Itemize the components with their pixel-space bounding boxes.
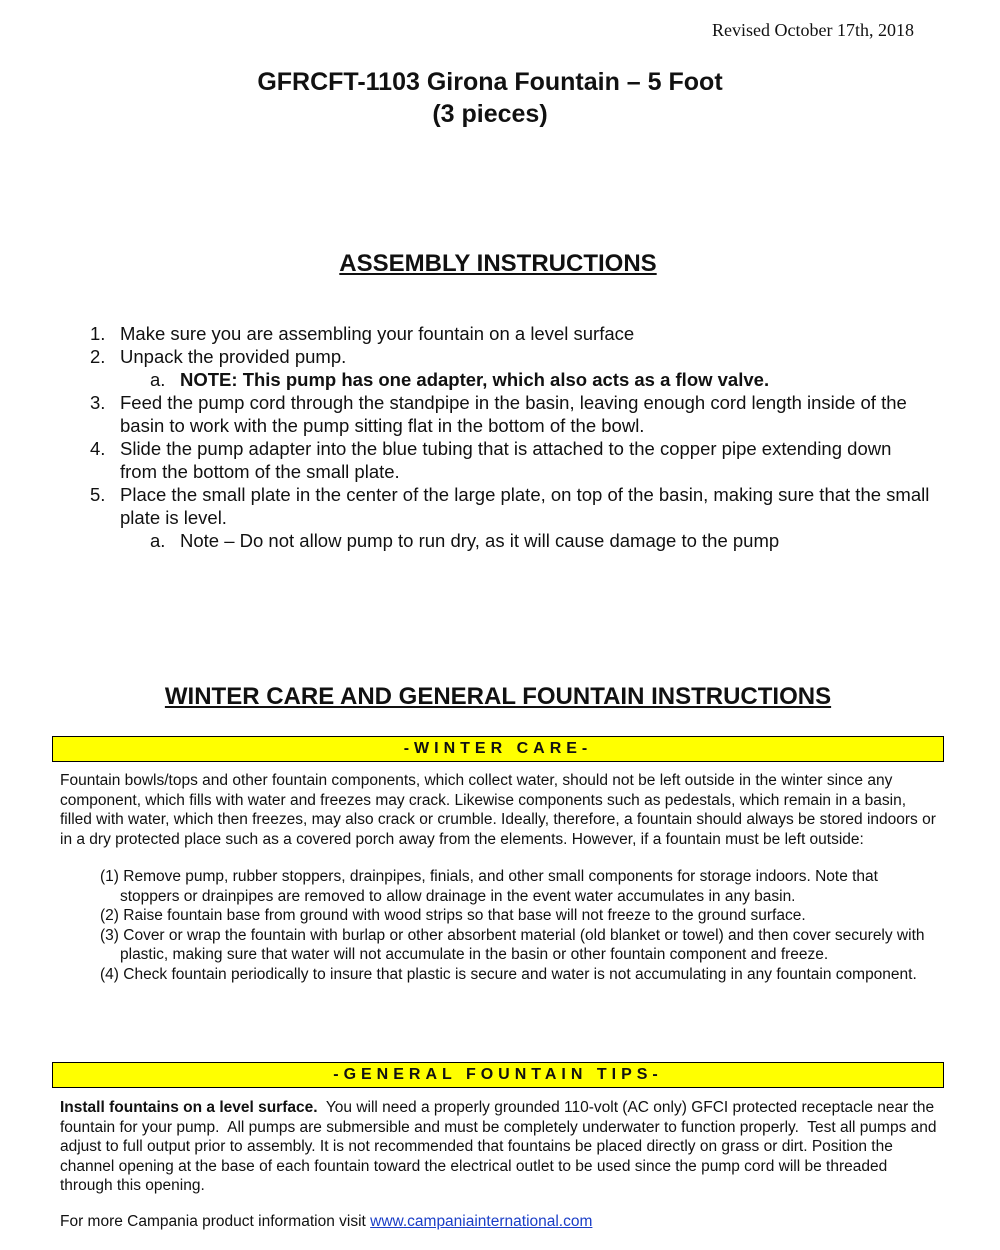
winter-item-4: (4) Check fountain periodically to insure that plastic is secure and water is not accumulating in any fountain component. [100, 965, 917, 983]
title-line-1: GFRCFT-1103 Girona Fountain – 5 Foot [257, 68, 723, 96]
revision-date: Revised October 17th, 2018 [712, 20, 914, 40]
winter-care-list [100, 867, 940, 984]
step-5: 5. Place the small plate in the center of the large plate, on top of the basin, making sure that the small plate is level. [90, 484, 930, 528]
tips-lead: Install fountains on a level surface. [60, 1099, 318, 1116]
footer-text: For more Campania product information visit [60, 1213, 371, 1230]
step-1: 1. Make sure you are assembling your fountain on a level surface [90, 323, 635, 344]
step-5-note: a. Note – Do not allow pump to run dry, as it will cause damage to the pump [150, 530, 780, 551]
winter-care-intro: Fountain bowls/tops and other fountain components, which collect water, should not be left outside in the winter since any component, which fills with water and freezes may crack. Likewise components such as pedestals, which remain in a basin, filled with water, which then freezes, may also crack or crumble. Ideally, therefore, a fountain should always be stored indoors or in a dry protected place such as a covered porch away from the elements. However, if a fountain must be left outside: [60, 772, 936, 848]
assembly-heading: ASSEMBLY INSTRUCTIONS [339, 250, 657, 277]
campania-website-link[interactable]: www.campaniainternational.com [370, 1213, 593, 1230]
general-tips-text [60, 1098, 940, 1196]
step-4: 4. Slide the pump adapter into the blue tubing that is attached to the copper pipe extending down from the bottom of the small plate. [90, 438, 892, 482]
step-2: 2. Unpack the provided pump. [90, 346, 347, 367]
tips-body: You will need a properly grounded 110-volt (AC only) GFCI protected receptacle near the fountain for your pump. All pumps are submersible and must be completely underwater to function properly. Test all pumps and adjust to full output prior to assembly. It is not recommended that fountains be placed directly on grass or dirt. Position the channel opening at the base of each fountain toward the electrical outlet to be used since the pump cord will be threaded through this opening. [60, 1099, 941, 1194]
winter-item-3: (3) Cover or wrap the fountain with burlap or other absorbent material (old blanket or towel) and then cover securely with plastic, making sure that water will not accumulate in the basin or other fountain component and freeze. [100, 926, 925, 963]
winter-item-2: (2) Raise fountain base from ground with wood strips so that base will not freeze to the ground surface. [100, 907, 806, 924]
general-tips-banner: -GENERAL FOUNTAIN TIPS- [52, 1062, 944, 1088]
assembly-steps-list [90, 322, 930, 552]
winter-care-heading: WINTER CARE AND GENERAL FOUNTAIN INSTRUCTIONS [164, 683, 832, 710]
winter-item-1: (1) Remove pump, rubber stoppers, drainpipes, finials, and other small components for storage indoors. Note that stoppers or drainpipes are removed to allow drainage in the event water accumulates in any basin. [100, 868, 878, 905]
winter-care-banner: -WINTER CARE- [52, 736, 944, 762]
step-3: 3. Feed the pump cord through the standpipe in the basin, leaving enough cord length inside of the basin to work with the pump sitting flat in the bottom of the bowl. [90, 392, 907, 436]
document-title [0, 66, 980, 130]
title-line-2: (3 pieces) [432, 100, 548, 128]
footer [60, 1213, 592, 1231]
step-2-note: a. NOTE: This pump has one adapter, which also acts as a flow valve. [150, 369, 770, 390]
